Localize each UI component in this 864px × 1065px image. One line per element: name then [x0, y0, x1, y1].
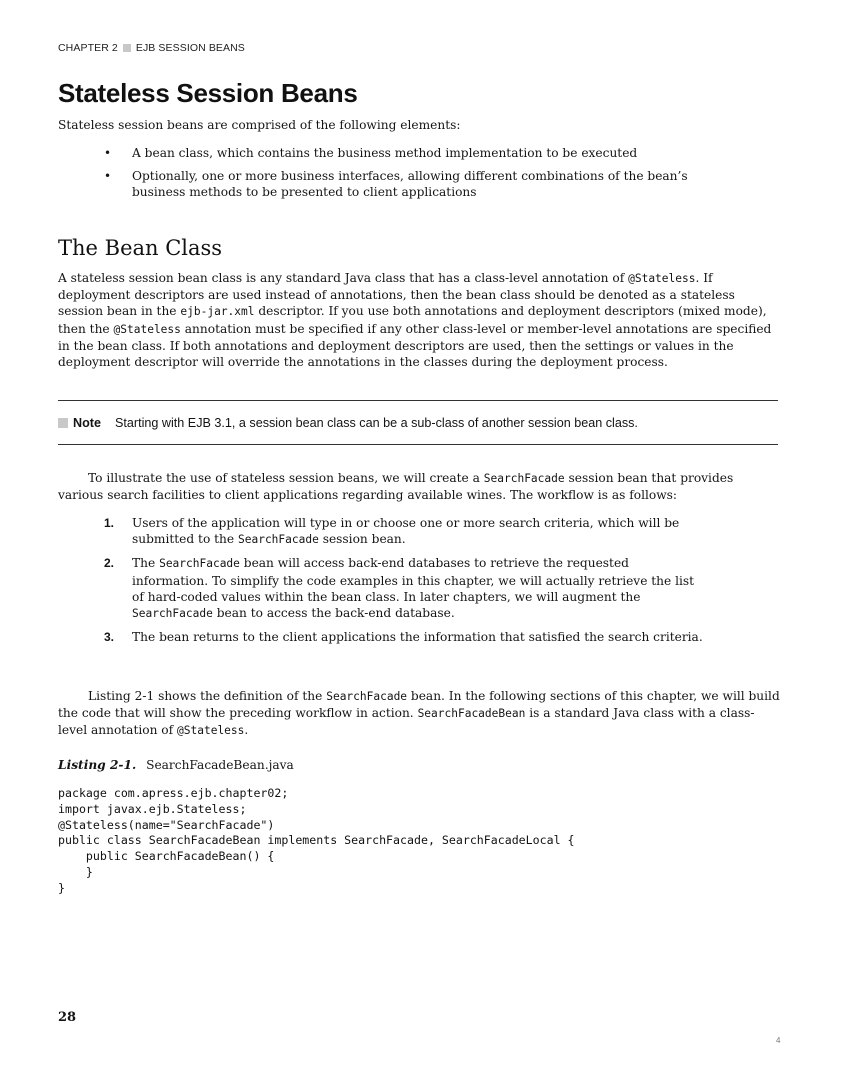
- inline-code: SearchFacade: [238, 533, 319, 547]
- list-item: [104, 515, 704, 548]
- code-listing: package com.apress.ejb.chapter02; import javax.ejb.Stateless; @Stateless(name="SearchFacade") public class SearchFacadeBean implements SearchFacade, SearchFacadeLocal { public SearchFacadeBean() { } }: [58, 786, 575, 895]
- inline-code: SearchFacade: [326, 690, 408, 703]
- text-run: is a standard Java class with a class-level annotation of: [58, 706, 755, 738]
- listing-filename: SearchFacadeBean.java: [146, 758, 294, 772]
- bullet-icon: •: [104, 169, 112, 183]
- step-number: 2.: [104, 556, 115, 571]
- text-run: bean. In the following sections of this chapter, we will build the code that will show the preceding workflow in action.: [58, 689, 780, 721]
- text-run: bean to access the back-end database.: [212, 606, 455, 621]
- text-run: To illustrate the use of stateless session beans, we will create a: [88, 471, 484, 485]
- listing-intro-paragraph: [58, 688, 780, 740]
- list-item: [104, 629, 704, 645]
- intro-paragraph: Stateless session beans are comprised of the following elements:: [58, 118, 461, 132]
- inline-code: SearchFacade: [483, 472, 565, 485]
- running-header: [58, 42, 245, 54]
- text-run: A stateless session bean class is any standard Java class that has a class-level annotation of: [58, 271, 629, 285]
- note-text: Starting with EJB 3.1, a session bean class can be a sub-class of another session bean class.: [115, 415, 638, 430]
- section-heading: The Bean Class: [58, 236, 223, 260]
- inline-code: @Stateless: [628, 272, 696, 285]
- page-number: 28: [58, 1010, 77, 1025]
- list-item: [104, 145, 724, 161]
- inline-code: SearchFacadeBean: [417, 707, 526, 721]
- text-run: The bean returns to the client applications the information that satisfied the search criteria.: [132, 630, 703, 645]
- text-run: . If deployment descriptors are used instead of annotations, then the bean class should be denoted as a stateless session bean in the: [58, 271, 735, 319]
- text-run: bean will access back-end databases to retrieve the requested information. To simplify the code examples in this chapter, we will actually retrieve the list of hard-coded values within the bean class. In later chapters, we will augment the: [132, 556, 695, 604]
- note-label: Note: [73, 415, 101, 430]
- step-number: 1.: [104, 516, 115, 530]
- listing-caption: [58, 758, 294, 772]
- bullet-text: A bean class, which contains the business method implementation to be executed: [132, 146, 638, 160]
- inline-code: SearchFacade: [132, 607, 213, 621]
- text-run: session bean.: [318, 532, 406, 547]
- text-run: .: [244, 723, 249, 738]
- page-title: Stateless Session Beans: [58, 78, 358, 108]
- workflow-steps: [104, 515, 704, 652]
- bullet-list: [104, 145, 724, 207]
- inline-code: SearchFacade: [159, 557, 240, 571]
- header-separator-square: [123, 44, 131, 52]
- illustrate-paragraph: [58, 470, 780, 503]
- text-run: The: [132, 556, 160, 571]
- inline-code: @Stateless: [113, 322, 181, 336]
- bullet-text: Optionally, one or more business interfaces, allowing different combinations of the bean’s business methods to be presented to client applications: [132, 169, 688, 199]
- list-item: [104, 555, 704, 622]
- list-item: [104, 168, 724, 200]
- text-run: Users of the application will type in or choose one or more search criteria, which will be submitted to the: [132, 516, 680, 547]
- text-run: session bean that provides various search facilities to client applications regarding available wines. The workflow is as follows:: [58, 471, 734, 503]
- bullet-icon: •: [104, 146, 112, 160]
- bean-class-paragraph: [58, 270, 780, 370]
- listing-label: Listing 2-1.: [58, 758, 137, 772]
- header-section: EJB SESSION BEANS: [135, 42, 245, 54]
- note-square-icon: [58, 418, 68, 428]
- text-run: annotation must be specified if any other class-level or member-level annotations are specified in the bean class. If both annotations and deployment descriptors are used, then the settings or values in the deployment descriptor will override the annotations in the classes during the deployment process.: [58, 321, 772, 370]
- inline-code: ejb-jar.xml: [180, 305, 255, 319]
- corner-number: 4: [776, 1036, 781, 1045]
- text-run: descriptor. If you use both annotations and deployment descriptors (mixed mode), then the: [58, 304, 767, 336]
- step-number: 3.: [104, 630, 115, 645]
- note-box: [58, 400, 778, 445]
- inline-code: @Stateless: [177, 724, 245, 738]
- header-chapter: CHAPTER 2: [58, 42, 118, 54]
- text-run: Listing 2-1 shows the definition of the: [88, 689, 327, 703]
